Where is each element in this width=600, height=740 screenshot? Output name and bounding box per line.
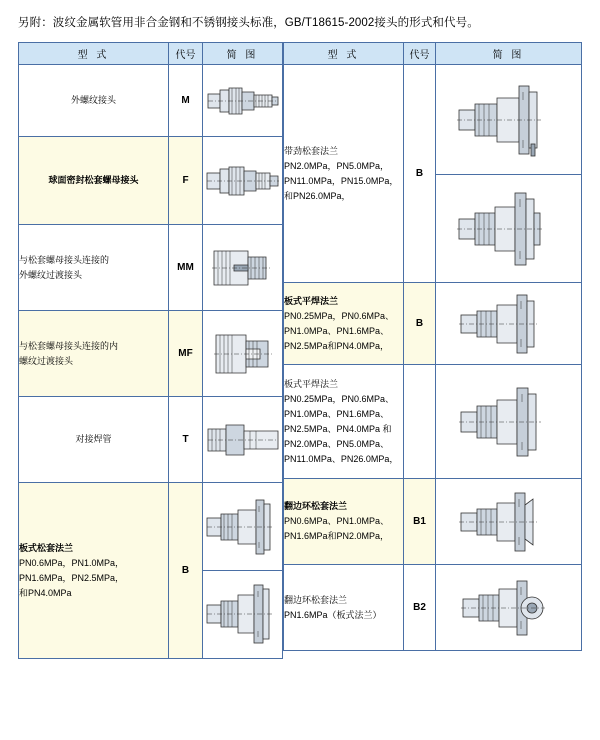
type-line: PN1.0MPa、PN1.6MPa、 <box>284 408 390 419</box>
row-type-cell <box>284 65 404 283</box>
type-line: 球面密封松套螺母接头 <box>48 175 139 185</box>
row-code-cell: B <box>404 283 436 365</box>
tables-container <box>18 42 582 659</box>
row-code-cell <box>404 365 436 479</box>
right-header-code: 代号 <box>404 43 436 65</box>
type-line: PN2.5MPa和PN4.0MPa， <box>284 340 390 351</box>
type-line: 和PN26.0MPa， <box>284 190 351 201</box>
row-figure-cell <box>436 65 582 175</box>
type-line: 与松套螺母接头连接的内 <box>19 340 119 351</box>
butt-weld-pipe-icon <box>204 403 282 477</box>
row-type-cell <box>284 283 404 365</box>
right-spec-table <box>283 42 582 651</box>
type-line: PN1.6MPa，PN2.5MPa， <box>19 572 125 583</box>
row-figure-cell <box>203 397 283 483</box>
right-header-figure: 简 图 <box>436 43 582 65</box>
plate-loose-flange-icon-2 <box>204 571 282 657</box>
type-line: PN11.0MPa、PN26.0MPa， <box>284 453 399 464</box>
row-code-cell: M <box>169 65 203 137</box>
type-line: 外螺纹过渡接头 <box>19 269 83 280</box>
page-title: 另附：波纹金属软管用非合金钢和不锈钢接头标准，GB/T18615-2002接头的形式和代号。 <box>18 17 479 29</box>
type-line: 翻边环松套法兰 <box>284 501 348 511</box>
row-type-cell <box>284 565 404 651</box>
left-header-code: 代号 <box>169 43 203 65</box>
table-row <box>284 283 582 365</box>
plate-slip-on-flange-icon <box>439 287 579 361</box>
ribbed-loose-flange-icon <box>439 68 579 172</box>
row-code-cell: B2 <box>404 565 436 651</box>
type-line: PN2.0MPa、PN5.0MPa、 <box>284 438 390 449</box>
type-line: PN0.25MPa，PN0.6MPa、 <box>284 393 395 404</box>
table-row <box>284 565 582 651</box>
lap-joint-flange-icon <box>439 483 579 561</box>
type-line: PN11.0MPa，PN15.0MPa， <box>284 175 399 186</box>
row-type-cell <box>19 483 169 659</box>
row-figure-cell <box>436 565 582 651</box>
row-code-cell: F <box>169 137 203 225</box>
left-header-type: 型 式 <box>19 43 169 65</box>
type-line: 板式松套法兰 <box>19 542 74 553</box>
type-line: PN0.6MPa，PN1.0MPa， <box>19 557 125 568</box>
row-figure-cell <box>436 365 582 479</box>
row-figure-cell <box>203 65 283 137</box>
type-line: 对接焊管 <box>75 434 112 444</box>
row-code-cell: MM <box>169 225 203 311</box>
table-row <box>284 479 582 565</box>
row-type-cell <box>19 397 169 483</box>
right-header-type: 型 式 <box>284 43 404 65</box>
row-type-cell <box>284 365 404 479</box>
table-row <box>19 137 283 225</box>
type-line: PN1.6MPa（板式法兰） <box>284 609 382 620</box>
row-figure-cell <box>203 225 283 311</box>
type-line: PN0.6MPa、PN1.0MPa、 <box>284 516 390 526</box>
type-line: 板式平焊法兰 <box>284 378 339 389</box>
type-line: 带劲松套法兰 <box>284 145 339 156</box>
table-row <box>19 311 283 397</box>
type-line: 翻边环松套法兰 <box>284 594 348 605</box>
row-code-cell: B <box>404 65 436 283</box>
type-line: PN1.6MPa和PN2.0MPa， <box>284 531 390 541</box>
spherical-seal-union-nut-fitting-icon <box>204 143 282 219</box>
row-figure-cell <box>203 137 283 225</box>
ribbed-loose-flange-icon-2 <box>439 179 579 279</box>
row-type-cell <box>19 65 169 137</box>
row-type-cell <box>19 311 169 397</box>
plate-slip-on-flange-2-icon <box>439 370 579 474</box>
right-table-header-row <box>284 43 582 65</box>
type-line: 和PN4.0MPa <box>19 587 72 598</box>
type-line: PN1.0MPa、PN1.6MPa、 <box>284 325 390 336</box>
external-thread-fitting-icon <box>204 70 282 132</box>
type-line: 外螺纹接头 <box>70 95 116 105</box>
left-header-figure: 简 图 <box>203 43 283 65</box>
table-row <box>19 65 283 137</box>
type-line: PN0.25MPa，PN0.6MPa、 <box>284 310 395 321</box>
row-figure-cell <box>436 175 582 283</box>
type-line: PN2.0MPa，PN5.0MPa， <box>284 160 390 171</box>
row-figure-cell <box>436 479 582 565</box>
left-spec-table <box>18 42 283 659</box>
row-type-cell <box>19 137 169 225</box>
row-type-cell <box>19 225 169 311</box>
table-row <box>19 225 283 311</box>
type-line: 与松套螺母接头连接的 <box>19 254 110 265</box>
type-line: PN2.5MPa、PN4.0MPa 和 <box>284 423 392 434</box>
type-line: 螺纹过渡接头 <box>19 355 74 366</box>
table-row <box>19 397 283 483</box>
type-line: 板式平焊法兰 <box>284 295 339 306</box>
plate-loose-flange-icon <box>204 484 282 570</box>
left-table-header-row <box>19 43 283 65</box>
row-figure-cell <box>436 283 582 365</box>
lap-joint-flange-2-icon <box>439 569 579 647</box>
row-code-cell: B1 <box>404 479 436 565</box>
row-type-cell <box>284 479 404 565</box>
female-transition-fitting-icon <box>204 317 282 391</box>
table-row <box>19 483 283 659</box>
row-code-cell: MF <box>169 311 203 397</box>
table-row <box>284 365 582 479</box>
row-code-cell: B <box>169 483 203 659</box>
table-row <box>284 65 582 175</box>
male-transition-fitting-icon <box>204 231 282 305</box>
row-figure-cell <box>203 483 283 659</box>
row-figure-cell <box>203 311 283 397</box>
row-code-cell: T <box>169 397 203 483</box>
